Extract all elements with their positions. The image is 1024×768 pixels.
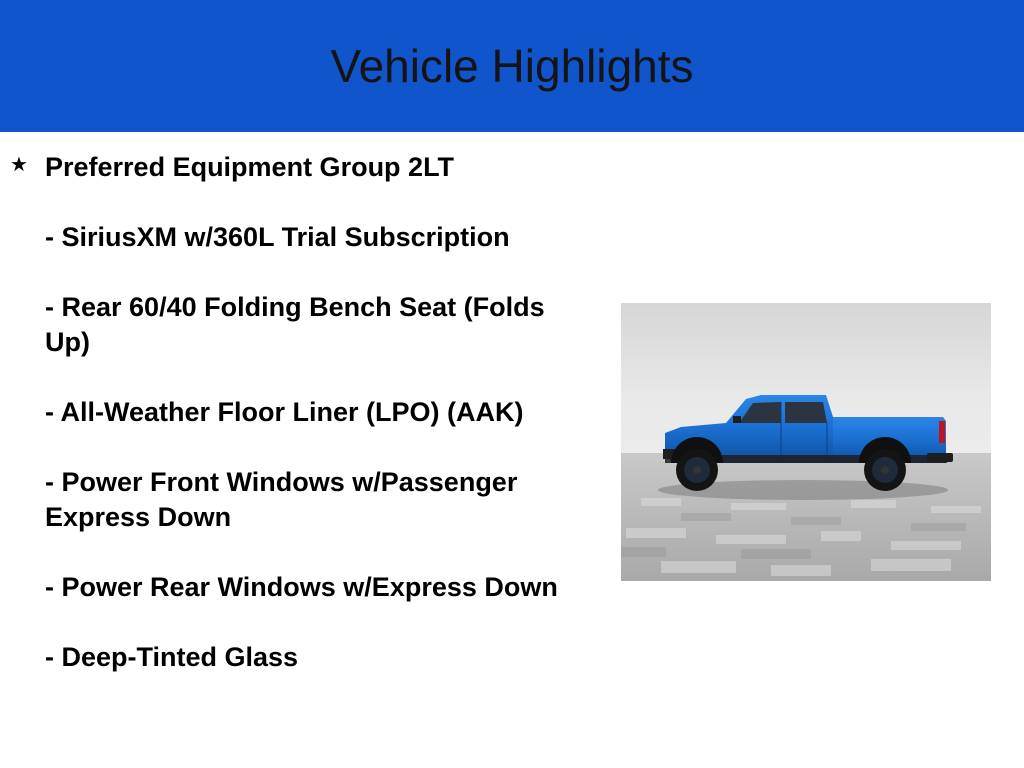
star-icon: ★ [10, 152, 28, 176]
highlights-list [10, 150, 590, 710]
highlight-item: - Deep-Tinted Glass [45, 642, 299, 672]
items-list [45, 150, 590, 675]
truck-image [621, 303, 991, 581]
highlight-item: - SiriusXM w/360L Trial Subscription [45, 222, 510, 252]
slide-title: Vehicle Highlights [330, 40, 694, 92]
highlight-item: - Power Rear Windows w/Express Down [45, 572, 558, 602]
bullet-row [10, 150, 590, 675]
highlight-item: - Power Front Windows w/Passenger Express Down [45, 467, 518, 532]
vehicle-photo [621, 303, 991, 581]
highlight-item: - All-Weather Floor Liner (LPO) (AAK) [45, 397, 524, 427]
highlight-item: - Rear 60/40 Folding Bench Seat (Folds Up) [45, 292, 545, 357]
highlight-heading: Preferred Equipment Group 2LT [45, 152, 455, 182]
